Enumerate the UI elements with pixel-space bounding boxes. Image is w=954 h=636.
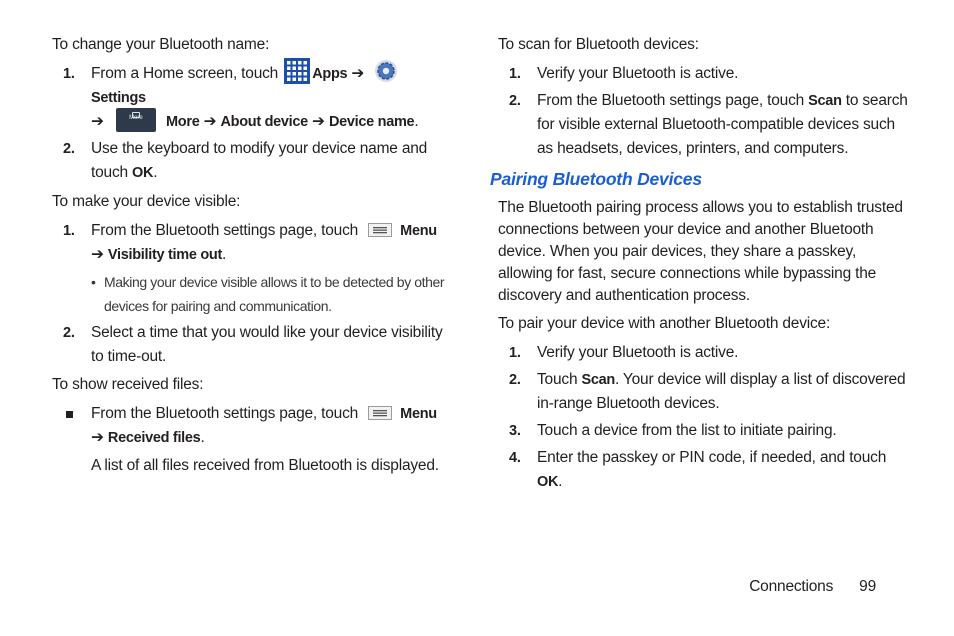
visibility-label: Visibility time out [107, 247, 222, 263]
period: . [414, 113, 419, 130]
square-bullet [66, 411, 73, 418]
arrow: ➔ [91, 246, 104, 263]
scan-label: Scan [581, 372, 615, 388]
pairing-description: The Bluetooth pairing process allows you to establish trusted connections between your device and another Bluetooth device. When you pair devices, they share a passkey, allowing for fast, secure connections while bypassing the discovery and authentication process. [498, 199, 903, 304]
step-number: 3. [509, 423, 521, 439]
arrow: ➔ [351, 65, 365, 82]
about-device-label: About device [220, 114, 308, 130]
change-name-intro: To change your Bluetooth name: [52, 36, 270, 53]
step-text: From the Bluetooth settings page, touch [91, 222, 359, 239]
period: . [558, 473, 563, 490]
scan-step-2 [498, 89, 908, 161]
bullet-dot: • [91, 274, 96, 290]
settings-label: Settings [91, 90, 146, 106]
page-number: 99 [859, 578, 876, 595]
scan-intro: To scan for Bluetooth devices: [498, 36, 699, 53]
step-text: From the Bluetooth settings page, touch [91, 405, 359, 422]
menu-label: Menu [400, 406, 437, 422]
step-text: From the Bluetooth settings page, touch [537, 92, 805, 109]
change-name-step-1 [52, 62, 452, 134]
step-text: Select a time that you would like your device visibility to time-out. [91, 324, 443, 365]
step-text: to search for visible external Bluetooth-compatible devices such as headsets, devices, printers, and computers. [537, 92, 908, 157]
apps-grid-icon [284, 58, 310, 84]
apps-label: Apps [312, 66, 348, 82]
ok-label: OK [132, 165, 154, 181]
footer-section: Connections [749, 578, 834, 595]
pairing-step-3 [498, 419, 908, 443]
arrow: ➔ [91, 113, 104, 130]
step-text: Use the keyboard to modify your device name and touch [91, 140, 428, 181]
menu-label: Menu [400, 223, 437, 239]
arrow: ➔ [203, 113, 217, 130]
step-number: 4. [509, 450, 521, 466]
step-text: . Your device will display a list of discovered in-range Bluetooth devices. [537, 371, 906, 412]
period: . [153, 164, 158, 181]
section-heading: Pairing Bluetooth Devices [490, 169, 702, 189]
left-column [52, 34, 452, 478]
pairing-intro: To pair your device with another Bluetooth device: [498, 315, 831, 332]
step-text: Verify your Bluetooth is active. [537, 65, 739, 82]
step-text: Touch a device from the list to initiate pairing. [537, 422, 837, 439]
pairing-step-4 [498, 446, 908, 494]
step-text: Enter the passkey or PIN code, if needed, and touch [537, 449, 887, 466]
note-text: Making your device visible allows it to be detected by other devices for pairing and communication. [104, 274, 445, 314]
step-text: Touch [537, 371, 578, 388]
device-name-label: Device name [328, 114, 415, 130]
menu-icon [368, 223, 392, 237]
visible-note [52, 270, 452, 318]
scan-label: Scan [808, 93, 842, 109]
step-text: Verify your Bluetooth is active. [537, 344, 739, 361]
step-number: 1. [509, 345, 521, 361]
visible-step-1 [52, 219, 452, 267]
more-icon-label: More [129, 114, 143, 121]
arrow: ➔ [312, 113, 325, 130]
period: . [222, 246, 227, 263]
step-number: 2. [63, 141, 75, 157]
step-number: 1. [63, 66, 75, 82]
received-intro: To show received files: [52, 376, 204, 393]
pairing-step-2 [498, 368, 908, 416]
more-icon [116, 108, 156, 132]
scan-step-1 [498, 62, 908, 86]
arrow: ➔ [91, 429, 104, 446]
step-number: 2. [63, 325, 75, 341]
menu-icon [368, 406, 392, 420]
period: . [200, 429, 205, 446]
received-step [52, 402, 452, 450]
visible-step-2 [52, 321, 452, 369]
ok-label: OK [537, 474, 559, 490]
step-number: 2. [509, 93, 521, 109]
step-number: 1. [63, 223, 75, 239]
change-name-step-2 [52, 137, 452, 185]
received-files-label: Received files [107, 430, 201, 446]
step-number: 1. [509, 66, 521, 82]
step-number: 2. [509, 372, 521, 388]
received-result: A list of all files received from Bluetooth is displayed. [91, 457, 439, 474]
pairing-step-1 [498, 341, 908, 365]
settings-gear-icon [372, 58, 400, 84]
visible-intro: To make your device visible: [52, 193, 241, 210]
page-footer [749, 578, 876, 596]
step-text: From a Home screen, touch [91, 65, 279, 82]
right-column [490, 34, 908, 497]
more-label: More [166, 114, 200, 130]
